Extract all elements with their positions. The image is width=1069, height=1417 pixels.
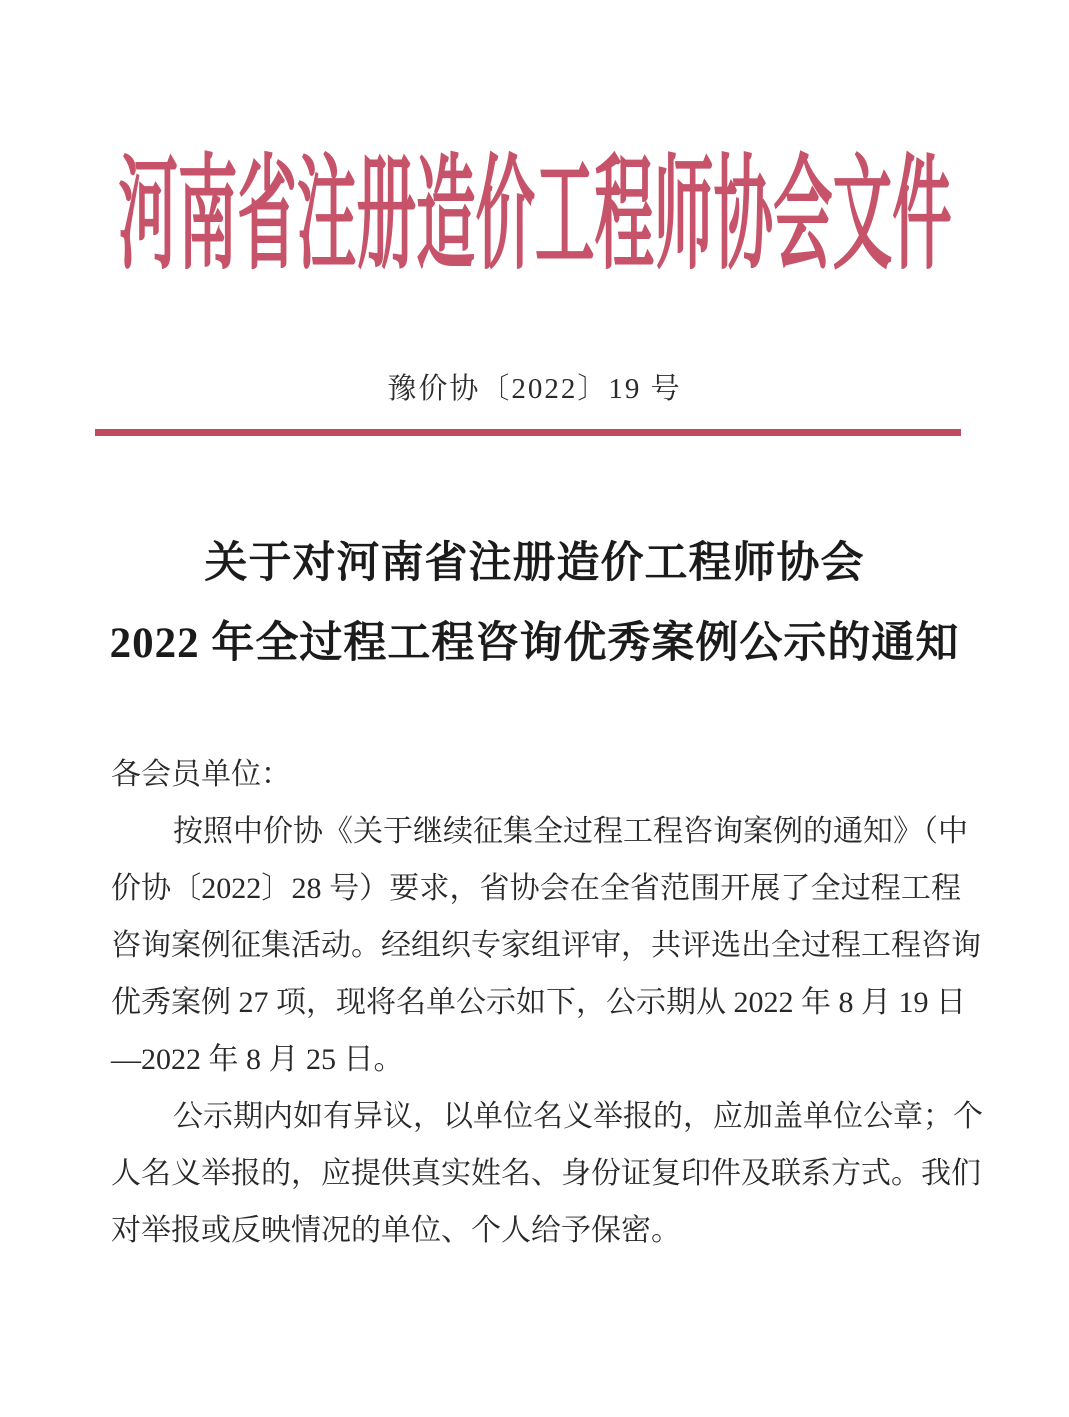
document-title-line2: 2022 年全过程工程咨询优秀案例公示的通知 bbox=[109, 620, 960, 667]
document-body bbox=[111, 746, 983, 1259]
body-line: 人名义举报的，应提供真实姓名、身份证复印件及联系方式。我们 bbox=[111, 1157, 981, 1190]
body-line: 按照中价协《关于继续征集全过程工程咨询案例的通知》（中 bbox=[173, 815, 968, 848]
body-line: 价协〔2022〕28 号）要求，省协会在全省范围开展了全过程工程 bbox=[111, 872, 961, 905]
document-reference-number: 豫价协〔2022〕19 号 bbox=[387, 373, 682, 405]
letterhead-banner bbox=[0, 142, 1069, 290]
letterhead-org-title: 河南省注册造价工程师协会文件 bbox=[117, 147, 952, 284]
body-line: 优秀案例 27 项，现将名单公示如下，公示期从 2022 年 8 月 19 日 bbox=[111, 986, 966, 1019]
body-line: 公示期内如有异议，以单位名义举报的，应加盖单位公章；个 bbox=[173, 1100, 983, 1133]
body-line: —2022 年 8 月 25 日。 bbox=[111, 1043, 404, 1076]
salutation: 各会员单位： bbox=[111, 758, 291, 791]
body-line: 咨询案例征集活动。经组织专家组评审，共评选出全过程工程咨询 bbox=[111, 929, 981, 962]
body-line: 对举报或反映情况的单位、个人给予保密。 bbox=[111, 1214, 681, 1247]
document-title bbox=[0, 524, 1069, 684]
red-divider-rule bbox=[95, 429, 961, 436]
document-title-line1: 关于对河南省注册造价工程师协会 bbox=[204, 540, 865, 587]
